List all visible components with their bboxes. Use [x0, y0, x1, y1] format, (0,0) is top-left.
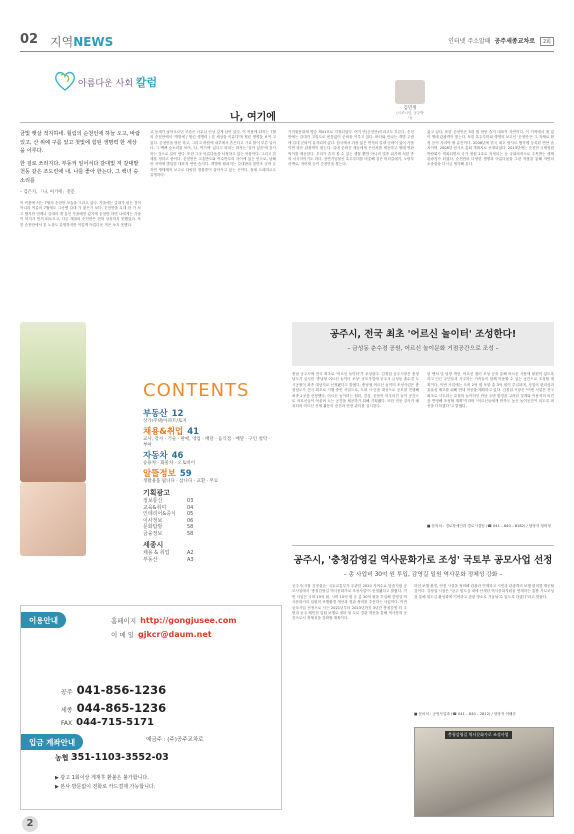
column-text-1: 이 작품에 서는 7월의 순천만 모습을 그리고 있다. 가을에는 갈대가 핑든 것이 아니라 여름의 7월에도 그곳엔 갈대 가 핏든가 보다. 순천만을 무네 한 가 보고 했지만 언제나 갈대의 게 흥인 가을에만 갔기에 순천만 하면 나에게는 가을이 미지가 먼저 떠오르고, 다른 계절의 순천만은 전혀 상상하지 못했었다. 또한 순천만에서 본 노을도 유명하지만 이렇게 아름다운 적은 보지 못했다.	[20, 201, 141, 227]
writer-profile	[395, 80, 425, 120]
contents-box	[20, 322, 288, 606]
column-label-b: 칼럼	[135, 76, 158, 89]
article1-text-2: 된 벤치 및 담장 개선, 어르신 쉼터 조성 등을 통해 어르신 사용에 불편이 없도록 하고 인근 주민들과 거주하는 가족들이 함께 이용할 수 있는 공간으로 조성할 계획이다. 이번 사업에는 도비 2억 원 포함 총 3억 원이 투입되며, 사업의 편리성과 효율성 제고를 위해 연내 착공을 계획하고 있다. 김정섭 시장은 "이번 사업은 전국 최초로 시도되는 유형의 놀이터인 만큼 주변 환경을 고려한 설계와 이용자의 의견을 반영해 조성할 계획"이라며 "어르신들에게 만족도 높은 놀이공간이 되도록 최선을 다하겠다"고 밝혔다.	[427, 372, 554, 409]
fax-label: FAX	[61, 720, 73, 727]
row-page: 05	[187, 511, 194, 517]
article-header	[292, 322, 554, 366]
row-label: 채용 & 취업	[143, 550, 170, 556]
category-sub: 상가/주택/아파트/토지	[143, 419, 187, 424]
contents-category[interactable]	[143, 451, 283, 461]
quote-source: – 김은지, 「나, 여기에」전문	[20, 190, 75, 195]
category-sub: 승용차 · 화물차 · 오토바이	[143, 461, 196, 466]
email-label: 이 메 일	[111, 631, 134, 639]
header-publisher: 공주세종교차로	[494, 38, 536, 45]
column-text-4: 삶고 있다. 또한 순천만은 5대 철 연안 습지 대표적 자연이다. 이 지역에서 철 없이 생태 관광객이 찾는다. 또한 흑두루미와 생명의 보고인 '순천만'은 그 자체로 환경 등이 지켜야 할 유산이다. 2006년에 한국 최초 람사르 협약에 등록된 연안 습지이며, 2008년 람사르 총회 개최지로 선정되었다. 2013년에는 순천만 국제정원 박람회가 개최되면서 국가 정원 1호로 지정되는 등 국내외적으로 주목받는 생태 관광지가 되었다. 순천만의 다양한 생명과 아름다움을 그린 작품을 통해 자연의 소중함을 다시금 생각해 본다.	[427, 130, 554, 167]
article-title: 공주시, '충청감영길 역사문화가로 조성' 국토부 공모사업 선정	[293, 555, 553, 566]
row-label: 금융정보	[143, 530, 163, 537]
header-date: 인터넷 주소알때	[448, 38, 491, 45]
row-page: A2	[187, 550, 194, 556]
column-label	[78, 74, 157, 90]
column-text-3: 가지원문화재 명승 제41호로 지정되었다. 여기 만(순천만)이라고도 부른다. 순천만에는 갈대가 고밀도로 빈틈없이 군락을 이루고 있다. 바다와 만나는 개별 주변에 갈대 군락이 유지되어 있다. 한국에서 가장 넓은 면적의 갈대 군락이 있어 가을이면 많은 관광객이 찾는다. 갈대 군락은 새들에게 은신처를 제공하고 생태 연관 먹이를 제공한다. 우리가 흔히 볼 수 있는 생물 뿐만 아니라 멸종 위기에 처한 종 의 서식지이기도 하다. 천연기념물인 흑두루미를 비롯해 검은 머리갈매기, 노랑부리백로, 저어새 등이 순천만을 찾는다.	[288, 130, 414, 167]
contents-row[interactable]	[143, 531, 283, 538]
article-playground	[292, 322, 554, 366]
notice-2: ▶ 본사 방문없이 전화로 카드결제 가능합니다.	[55, 784, 156, 790]
article2-contact: ■ 문의처 : 공영사업과 (☎ 041 – 840 – 2812) / 담당자 이해순	[414, 712, 516, 716]
account-number: 351-1103-3552-03	[70, 752, 169, 763]
kids-photo	[20, 482, 86, 556]
usage-tag: 이용안내	[21, 612, 66, 628]
writer-role: (시조시인, 공주박사)	[396, 111, 424, 120]
row-label: 인테리어&중식	[143, 511, 176, 517]
header-tag: 2회	[540, 37, 554, 46]
phone-line	[61, 701, 166, 715]
row-page: A3	[187, 556, 194, 563]
contents-row[interactable]	[143, 557, 283, 564]
contents-category[interactable]	[143, 469, 283, 479]
writer-name: 김민정	[403, 106, 417, 111]
contents-group-title: 기획광고	[143, 489, 171, 497]
phone-label: 세종	[61, 707, 73, 714]
column-title: 나, 여기에	[230, 112, 276, 123]
row-label: 교육&취미	[143, 504, 167, 511]
row-page: 06	[187, 517, 194, 524]
fax-number: 044-715-5171	[76, 717, 155, 728]
row-label: 이사정보	[143, 517, 163, 524]
contents-list	[143, 407, 283, 563]
homepage-link[interactable]: http://gongjusee.com	[140, 616, 237, 625]
row-label: 부동산	[143, 556, 158, 563]
email-link[interactable]: gjkcr@daum.net	[137, 630, 212, 639]
category-name: 알뜰정보	[143, 469, 176, 479]
row-page: 58	[187, 524, 194, 530]
bank-tag: 입금 계좌안내	[21, 734, 83, 750]
phone-number[interactable]: 044-865-1236	[76, 701, 167, 715]
category-name: 부동산	[143, 409, 168, 419]
row-page: 58	[187, 530, 194, 537]
heart-icon	[52, 68, 78, 94]
contents-category[interactable]	[143, 409, 283, 419]
phone-label: 공주	[61, 689, 73, 696]
article-subtitle: – 총 사업비 30억 원 투입, 감영길 일원 역사문화 정체성 강화 –	[343, 572, 503, 578]
category-name: 자동차	[143, 451, 168, 461]
category-page: 12	[171, 409, 184, 419]
article-title: 공주시, 전국 최초 '어르신 놀이터' 조성한다!	[329, 329, 517, 340]
bank-name: 농협	[55, 754, 69, 762]
contents-group-title: 세종시	[143, 541, 164, 549]
flower-photo	[20, 322, 86, 482]
article1-text-1: 충남 공주시에 전국 최초로 '어르신 놀이터'가 조성된다. 김정섭 공주시장은 충청남도가 실시한 '충남형 어르신 놀이터 조성' 공모사업에 공주시 금성동 춘수경 도시공원이 최종 대상지로 선정됐다고 밝혔다. 충남형 어르신 놀이터 조성사업은 충청남도가 전국 최초로 시행 중인 사업으로, 도내 시·군을 대상으로 공모를 진행해 최종 2곳을 선정했다. 어르신 놀이터는 쉼터, 건강, 운동이 어우러진 놀이 공간으로 어르신들이 어울려 노는 공간을 제공하기 위해 기획됐다. 또한 전문 강사가 배치되어 어르신 신체 활동의 증진과 안전 관리를 실시한다.	[292, 372, 419, 409]
section-label: NEWS	[73, 35, 114, 49]
fax-line	[61, 717, 154, 728]
article-divider	[292, 545, 554, 546]
column-text-2: 고 동새가 날아오르던 모습은 너무나 인상 깊게 남아 있다. 이 작품에 화자는 7월의 순천만에서 '개벌에 / 힐린 생명력 / 한 세상을 이룬다'며 힐린 생명을 보여 고 있다. 순천만을 방문 하고, 그리고 바람에 내부에서 흔든다고 시로 많이 부른 일이다. 그 백팩 숭소리를 보며, '나, 여기에' 있다고 외치는 화자는 '살아 있음'에 감사하는 것으로 읽어 낸다. 또한 그곳 아름다움을 서정하고 있는 작품이다. 그리고 한 계를 정하고 중이다. 순천만은 고흥반도와 여수반도의 사이에 있는 만으로, 남해안 지역에 발달한 대표적 연안 습지다. 개별에 펼쳐지는 갈대밭과 칠면조 군락 등 자연 생태계의 보고로 다양한 생물종이 살아가고 있는 곳이다. 철새 도래지로도 유명하다.	[150, 130, 276, 178]
bank-account	[55, 752, 169, 763]
account-holder: 예금주 : (주)공주교차로	[146, 737, 204, 743]
category-page: 46	[171, 451, 184, 461]
writer-photo	[395, 80, 425, 104]
contents-category[interactable]	[143, 427, 283, 437]
page-number: 2	[22, 816, 38, 832]
category-sub: 생활용품 팝니다 · 삽니다 · 교환 · 무료	[143, 479, 219, 484]
category-sub: 교사, 강사 · 기술 · 판매, 영업 · 배달 · 음식점 · 배달 · 구인 청탁 · 부여	[143, 437, 271, 448]
quote-line: 한 걸로 쓰러지다. 부동켜 일어서다 갈대빛 저 갈대밭 천동 같은 조도린에 내, 나를 좋아 한는다, 그 백녀 숭소리를	[20, 160, 139, 184]
column-label-a: 아름다운 사회	[78, 79, 134, 89]
section-name	[50, 33, 113, 50]
map-caption: 충청감영길 역사문화가로 조성사업	[445, 731, 512, 739]
row-page: 03	[187, 498, 194, 504]
column-divider	[20, 122, 554, 123]
category-page: 41	[187, 427, 200, 437]
info-box	[20, 605, 282, 810]
notice-1: ▶ 광고 1회이상 게재후 환불은 불가합니다.	[55, 775, 149, 781]
row-label: 문화탐방	[143, 524, 163, 530]
homepage-line	[111, 616, 237, 625]
category-page: 59	[179, 469, 192, 479]
row-label: 정보통신	[143, 498, 163, 504]
header-meta	[448, 36, 554, 46]
aerial-map-image	[414, 727, 554, 817]
column-header	[52, 68, 172, 98]
quote-line: 금빛 햇살 적지하네. 힐림의 순천인에 하늘 오고, 바람 있고, 산 위에 구름 있고 첫빛에 힘된 생명력 한 세상을 이루다.	[20, 131, 141, 154]
column-quote	[20, 130, 141, 228]
article1-contact: ■ 문의처 : 경로장애인과 경로시설팀 (☎ 041 – 840 – 8182) / 담당자 정비정	[427, 524, 551, 528]
email-line	[111, 630, 212, 639]
section-prefix: 지역	[50, 35, 74, 49]
row-page: 04	[187, 504, 194, 511]
page-header	[20, 30, 554, 52]
article-subtitle: – 금성동 춘수경 공원, 어르신 놀이문화 거점공간으로 조성 –	[347, 346, 499, 352]
homepage-label: 홈페이지	[111, 617, 137, 625]
phone-number[interactable]: 041-856-1236	[76, 683, 167, 697]
article2-text-2: 하천 보행 환경, 안전 시설을 정비해 관광과 연계하고 시민과 관광객의 보행 편의를 제공할 것이다. 김정섭 시장은 "공주 원도심 내에 산재한 역사문화자원을 연계하는 통합 가로조성을 통해 원도심 활성화에 기여하고 관광 명소로 거듭날 수 있도록 하겠다"라고 밝혔다.	[414, 584, 554, 599]
section-number: 02	[20, 32, 39, 47]
phone-line	[61, 683, 166, 697]
category-name: 채용&취업	[143, 427, 184, 437]
article2-text-1: 공주시(시장 김정섭)는 국토교통부가 주관한 2020 지역수요 맞춤지원 공모사업에서 '충청감영길 역사문화가로 조성사업'이 선정됐다고 밝혔다. 이번 사업은 국비 15억 원, 시비 15억 원 등 총 30억 원을 투입해 감영길 역사문화거리 일원의 보행환경 개선과 경관 정비를 추진하는 사업이다. 이번 공모사업 선정으로 시는 2021년부터 2023년까지 3년간 충청감영 터 주변과 공주 제민천 일원 보행로 정비 및 도로 경관 개선을 통해 역사문화 공간으로서 정체성을 강화할 계획이다.	[292, 584, 407, 621]
contents-title: CONTENTS	[143, 380, 250, 401]
